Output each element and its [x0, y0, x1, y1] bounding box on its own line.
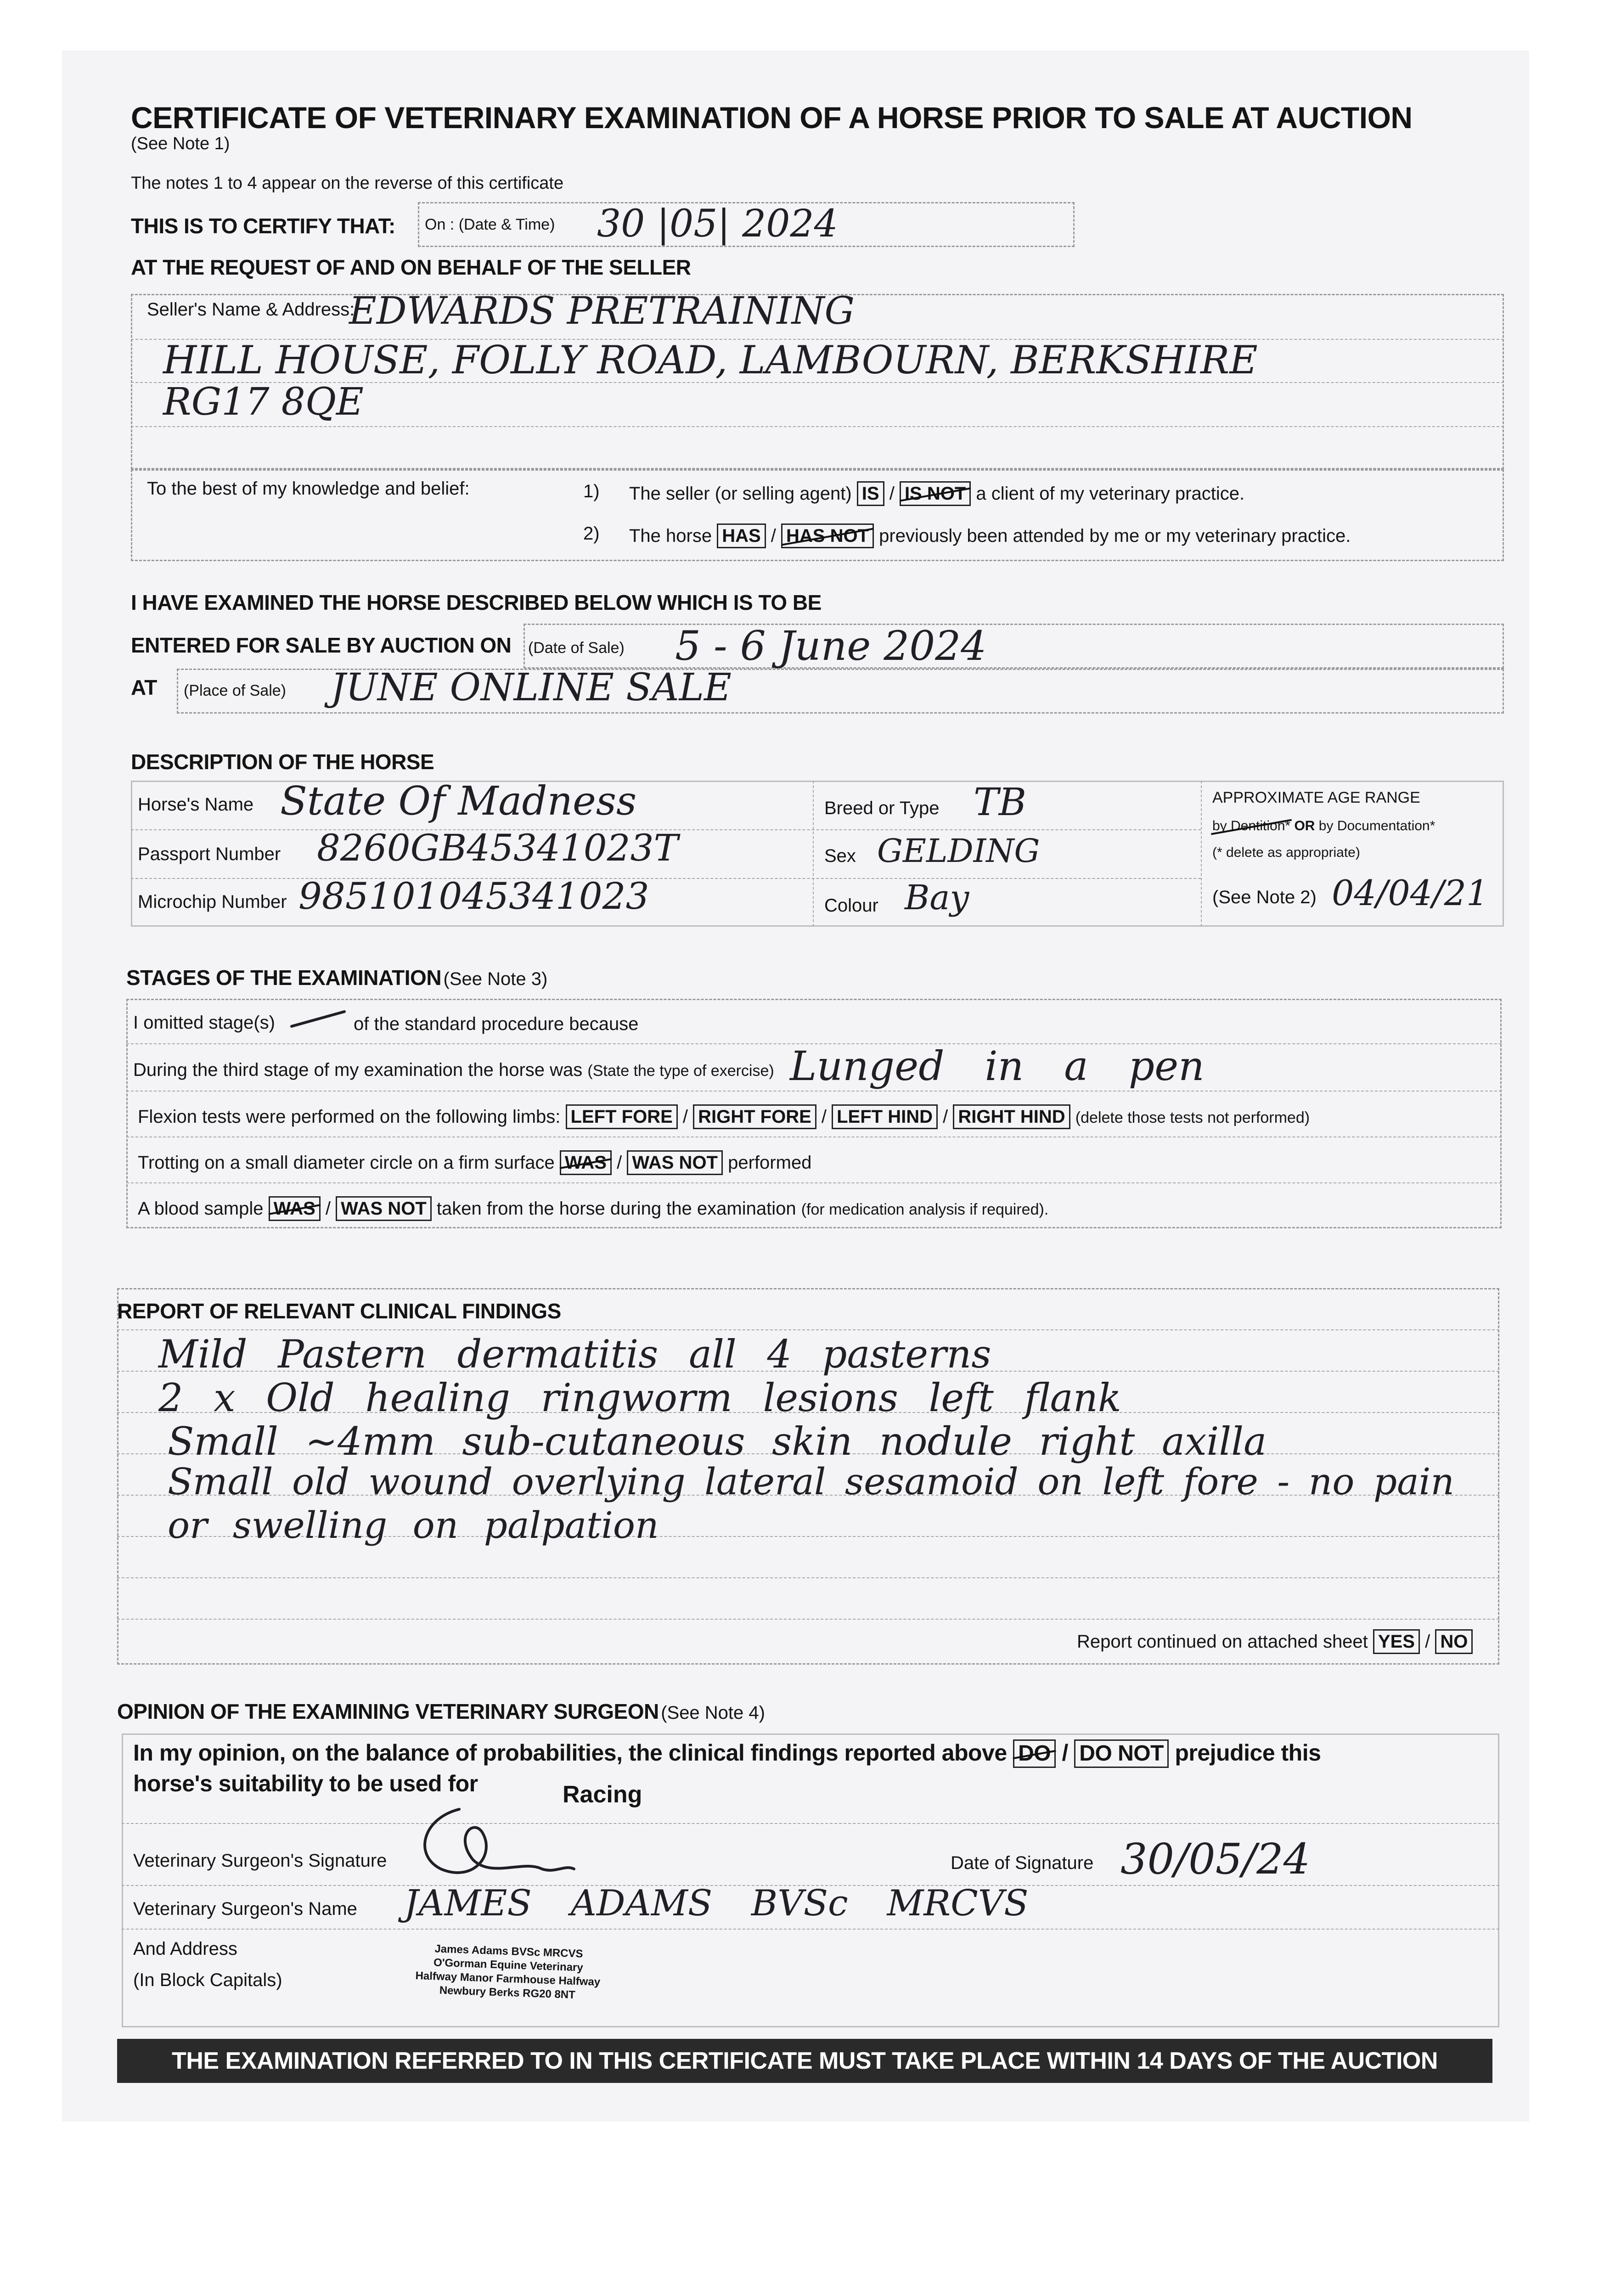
seller-is-not-option[interactable]: IS NOT: [900, 481, 971, 506]
omitted-label: I omitted stage(s): [133, 1013, 276, 1033]
report-heading: REPORT OF RELEVANT CLINICAL FINDINGS: [117, 1299, 561, 1323]
request-line: AT THE REQUEST OF AND ON BEHALF OF THE SELLER: [131, 255, 691, 279]
seller-name: EDWARDS PRETRAINING: [349, 289, 855, 333]
trot-was-option[interactable]: WAS: [560, 1150, 612, 1175]
finding-line-1: Mild Pastern dermatitis all 4 pasterns: [158, 1332, 991, 1377]
finding-line-5: or swelling on palpation: [168, 1504, 659, 1547]
entered-label: ENTERED FOR SALE BY AUCTION ON: [131, 633, 512, 657]
date-of-sale-value: 5 - 6 June 2024: [675, 622, 987, 670]
place-of-sale-label: (Place of Sale): [184, 682, 286, 699]
right-hind-option[interactable]: RIGHT HIND: [953, 1104, 1070, 1129]
signature-mark[interactable]: [404, 1800, 579, 1887]
certify-date-value: 30 |05| 2024: [597, 202, 838, 246]
colour-label: Colour: [824, 895, 878, 916]
left-hind-option[interactable]: LEFT HIND: [832, 1104, 938, 1129]
opinion-text-line2: horse's suitability to be used for: [133, 1771, 478, 1796]
finding-line-2: 2 x Old healing ringworm lesions left flank: [158, 1375, 1121, 1420]
age-delete-note: (* delete as appropriate): [1212, 845, 1360, 860]
passport-label: Passport Number: [138, 844, 281, 864]
blood-text: A blood sample WAS / WAS NOT taken from the horse during the examination (for medication analysis if required).: [138, 1196, 1048, 1221]
opinion-do-option[interactable]: DO: [1013, 1739, 1056, 1768]
at-label: AT: [131, 675, 157, 699]
blood-was-not-option[interactable]: WAS NOT: [336, 1196, 432, 1221]
date-of-sale-box[interactable]: [524, 624, 1504, 669]
report-continued: Report continued on attached sheet YES / NO: [1077, 1629, 1473, 1654]
sex-value: GELDING: [877, 832, 1040, 870]
item1-num: 1): [583, 481, 600, 501]
age-method: by Dentition* OR by Documentation*: [1212, 818, 1435, 833]
right-fore-option[interactable]: RIGHT FORE: [693, 1104, 816, 1129]
omitted-post: of the standard procedure because: [354, 1014, 639, 1034]
opinion-text-line1: In my opinion, on the balance of probabilities, the clinical findings reported above DO / DO NOT prejudice this: [133, 1739, 1321, 1768]
date-signature-label: Date of Signature: [951, 1853, 1094, 1873]
item1-text: The seller (or selling agent) IS / IS NOT a client of my veterinary practice.: [629, 481, 1244, 506]
vet-name-label: Veterinary Surgeon's Name: [133, 1899, 357, 1919]
examined-heading: I HAVE EXAMINED THE HORSE DESCRIBED BELOW WHICH IS TO BE: [131, 591, 822, 614]
age-heading: APPROXIMATE AGE RANGE: [1212, 789, 1420, 806]
stages-heading: STAGES OF THE EXAMINATION (See Note 3): [126, 966, 548, 990]
microchip-value: 985101045341023: [298, 875, 649, 917]
third-stage-text: During the third stage of my examination the horse was (State the type of exercise): [133, 1060, 774, 1080]
blood-was-option[interactable]: WAS: [269, 1196, 321, 1221]
opinion-purpose: Racing: [563, 1781, 642, 1808]
horse-has-not-option[interactable]: HAS NOT: [781, 523, 874, 548]
breed-label: Breed or Type: [824, 798, 940, 818]
finding-line-3: Small ~4mm sub-cutaneous skin nodule right axilla: [168, 1419, 1267, 1464]
finding-line-4: Small old wound overlying lateral sesamoid on left fore - no pain: [168, 1460, 1454, 1503]
certify-label: THIS IS TO CERTIFY THAT:: [131, 214, 395, 238]
notes-line: The notes 1 to 4 appear on the reverse of this certificate: [131, 174, 564, 193]
age-see-note: (See Note 2): [1212, 887, 1317, 907]
horse-has-option[interactable]: HAS: [717, 523, 766, 548]
opinion-heading: OPINION OF THE EXAMINING VETERINARY SURGEON (See Note 4): [117, 1699, 765, 1723]
item2-num: 2): [583, 523, 600, 544]
colour-value: Bay: [905, 878, 969, 917]
date-signature-value: 30/05/24: [1120, 1835, 1311, 1884]
trot-text: Trotting on a small diameter circle on a firm surface WAS / WAS NOT performed: [138, 1150, 811, 1175]
omitted-dash-mark: [289, 1008, 349, 1031]
address-note: (In Block Capitals): [133, 1970, 282, 1990]
place-of-sale-value: JUNE ONLINE SALE: [331, 666, 732, 709]
trot-was-not-option[interactable]: WAS NOT: [627, 1150, 723, 1175]
seller-address-line1: HILL HOUSE, FOLLY ROAD, LAMBOURN, BERKSHIRE: [163, 338, 1258, 383]
item2-text: The horse HAS / HAS NOT previously been attended by me or my veterinary practice.: [629, 523, 1351, 548]
vet-name-value: JAMES ADAMS BVSc MRCVS: [404, 1883, 1029, 1924]
date-of-sale-label: (Date of Sale): [528, 639, 625, 657]
seller-address-line2: RG17 8QE: [163, 380, 364, 424]
certify-on-label: On : (Date & Time): [425, 216, 555, 233]
signature-label: Veterinary Surgeon's Signature: [133, 1851, 387, 1871]
certificate-title: CERTIFICATE OF VETERINARY EXAMINATION OF A HORSE PRIOR TO SALE AT AUCTION: [131, 101, 1413, 135]
practice-stamp: James Adams BVSc MRCVS O'Gorman Equine Veterinary Halfway Manor Farmhouse Halfway Newbury Berks RG20 8NT: [415, 1942, 601, 2002]
continued-yes-option[interactable]: YES: [1373, 1629, 1420, 1654]
address-label: And Address: [133, 1939, 237, 1959]
sex-label: Sex: [824, 846, 856, 866]
description-heading: DESCRIPTION OF THE HORSE: [131, 750, 434, 774]
see-note-1: (See Note 1): [131, 134, 230, 153]
knowledge-label: To the best of my knowledge and belief:: [147, 478, 470, 499]
horse-name-value: State Of Madness: [280, 778, 637, 824]
third-stage-value: Lunged in a pen: [790, 1042, 1205, 1090]
breed-value: TB: [974, 781, 1026, 824]
age-value: 04/04/21: [1332, 872, 1489, 913]
opinion-do-not-option[interactable]: DO NOT: [1074, 1739, 1169, 1768]
footer-banner: THE EXAMINATION REFERRED TO IN THIS CERTIFICATE MUST TAKE PLACE WITHIN 14 DAYS OF THE AUCTION: [117, 2039, 1492, 2083]
horse-name-label: Horse's Name: [138, 794, 254, 815]
passport-value: 8260GB45341023T: [317, 827, 678, 869]
left-fore-option[interactable]: LEFT FORE: [566, 1104, 678, 1129]
age-by-dentition-option[interactable]: by Dentition*: [1212, 818, 1291, 833]
seller-is-option[interactable]: IS: [857, 481, 884, 506]
age-by-documentation-option[interactable]: by Documentation*: [1318, 818, 1435, 833]
continued-no-option[interactable]: NO: [1435, 1629, 1473, 1654]
seller-label: Seller's Name & Address:: [147, 299, 355, 320]
flexion-text: Flexion tests were performed on the following limbs: LEFT FORE / RIGHT FORE / LEFT HIND / RIGHT HIND (delete those tests not performed): [138, 1104, 1310, 1129]
microchip-label: Microchip Number: [138, 892, 287, 912]
